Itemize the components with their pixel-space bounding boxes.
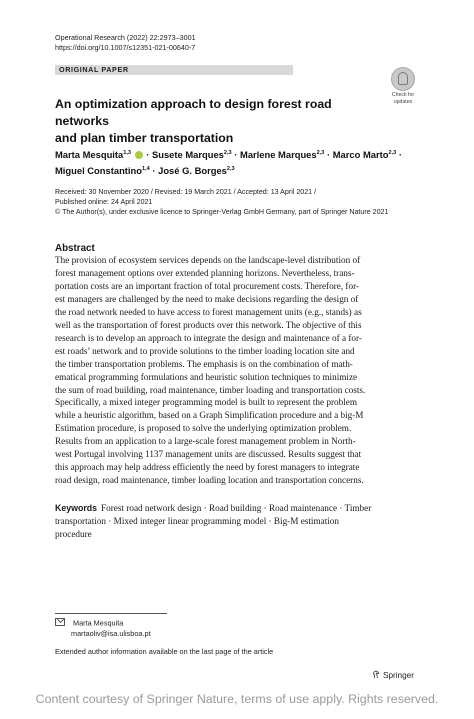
abstract-line: this approach may help address efficiently the need by forest managers to integrate	[55, 462, 360, 473]
orcid-icon[interactable]	[135, 151, 143, 159]
author-list: Marta Mesquita$^{1,3}$ · Susete Marques$^{2,3}$ · Marlene Marques$^{2,3}$ · Marco Marto$^{2,3}$ · Miguel Constantino$^{1,4}$ · José G. Borges$^{2,3}$	[55, 149, 402, 177]
abstract-body	[55, 254, 420, 487]
abstract-line: the timber transportation problems. The emphasis is on the combination of math-	[55, 358, 353, 369]
corresponding-author-name: Marta Mesquita	[73, 618, 124, 628]
journal-header	[55, 33, 196, 53]
abstract-line: road design, road maintenance, timber loading location and transportation concerns.	[55, 475, 364, 486]
abstract-line: est managers are challenged by the need to make decisions regarding the design of	[55, 293, 359, 304]
keywords-label: Keywords	[55, 503, 98, 513]
title-line-1: An optimization approach to design forest road networks	[55, 97, 332, 128]
corresponding-author	[55, 618, 151, 640]
abstract-line: forest management options over extended planning horizons. Nevertheless, trans-	[55, 267, 355, 278]
author[interactable]: Marta Mesquita$^{1,3}$	[55, 149, 132, 161]
abstract-heading: Abstract	[55, 243, 95, 254]
author[interactable]: Marlene Marques$^{2,3}$	[240, 149, 325, 161]
keywords-line-1: Forest road network design · Road building · Road maintenance · Timber	[101, 503, 372, 513]
abstract-line: The provision of ecosystem services depends on the landscape-level distribution of	[55, 255, 361, 265]
article-type: ORIGINAL PAPER	[59, 65, 129, 74]
abstract-line: portation costs are an important fraction of total procurement costs. Therefore, for-	[55, 280, 359, 291]
abstract-line: Estimation procedure, is proposed to solve the underlying optimization problem.	[55, 423, 352, 434]
keywords-line-2: transportation · Mixed integer linear programming model · Big-M estimation	[55, 515, 339, 526]
publication-history	[55, 187, 435, 217]
abstract-line: while a heuristic algorithm, based on a Graph Simplification procedure and a big-M	[55, 410, 364, 421]
abstract-line: Results from an application to a large-scale forest management problem in North-	[55, 436, 356, 447]
author[interactable]: Marco Marto$^{2,3}$	[332, 149, 397, 161]
corresponding-author-email[interactable]: martaoliv@isa.ulisboa.pt	[71, 629, 151, 638]
title-line-2: and plan timber transportation	[55, 131, 234, 145]
footnote-divider	[55, 613, 167, 614]
abstract-line: west Portugal involving 1137 management units are discussed. Results suggest that	[55, 449, 362, 460]
article-type-bar	[55, 65, 293, 75]
keywords-line-3: procedure	[55, 528, 92, 539]
check-updates-icon	[391, 67, 415, 91]
author[interactable]: Miguel Constantino$^{1,4}$	[55, 165, 150, 177]
dates-line-2: Published online: 24 April 2021	[55, 198, 153, 206]
check-updates-line1: Check for	[391, 92, 415, 98]
springer-horse-icon	[372, 670, 380, 679]
abstract-line: the road network needed to have access to forest management units (e.g., stands) as	[55, 306, 362, 317]
courtesy-watermark: Content courtesy of Springer Nature, terms of use apply. Rights reserved.	[35, 692, 439, 706]
abstract-line: research is to develop an approach to integrate the design and maintenance of a for-	[55, 332, 362, 343]
publisher-name: Springer	[383, 671, 414, 680]
abstract-line: the sum of road building, road maintenance, timber loading and transportation costs.	[55, 384, 366, 395]
journal-citation: Operational Research (2022) 22:2973–3001	[55, 33, 196, 42]
doi-link[interactable]: https://doi.org/10.1007/s12351-021-00640-7	[55, 43, 196, 52]
dates-line-1: Received: 30 November 2020 / Revised: 19 March 2021 / Accepted: 13 April 2021 /	[55, 188, 317, 196]
copyright-line: © The Author(s), under exclusive licence to Springer-Verlag GmbH Germany, part of Springer Nature 2021	[55, 208, 389, 216]
check-updates-line2: updates	[393, 99, 413, 105]
publisher-logo	[372, 670, 414, 680]
abstract-line: Specifically, a mixed integer programming model is built to represent the problem	[55, 397, 357, 408]
abstract-line: well as the transportation of forest products over this network. The objective of this	[55, 319, 362, 330]
keywords	[55, 502, 420, 541]
author[interactable]: Susete Marques$^{2,3}$	[151, 149, 232, 161]
check-for-updates-badge[interactable]	[386, 67, 420, 103]
paper-title	[55, 96, 385, 147]
abstract-line: ematical programming formulations and heuristic solution techniques to minimize	[55, 371, 358, 382]
extended-author-info: Extended author information available on the last page of the article	[55, 647, 274, 656]
author[interactable]: José G. Borges$^{2,3}$	[158, 165, 235, 177]
abstract-line: est roads’ network and to provide solutions to the timber loading location site and	[55, 345, 355, 356]
envelope-icon	[55, 618, 65, 626]
